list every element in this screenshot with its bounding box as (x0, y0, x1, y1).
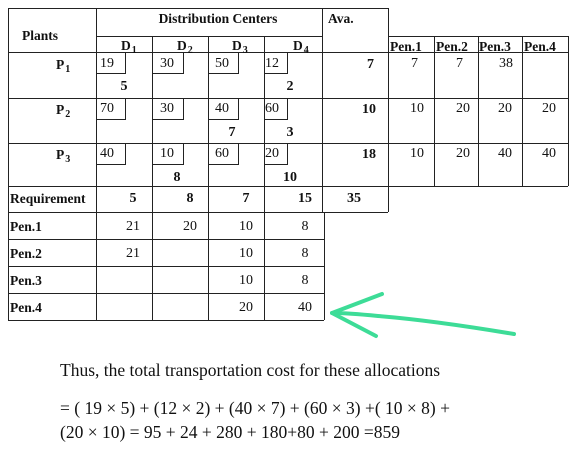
col-penalty-cell: 10 (239, 273, 253, 288)
pen-header-2: Pen.2 (436, 39, 468, 54)
cost-cell: 60 (265, 101, 279, 116)
row-penalty-cell: 7 (456, 56, 463, 71)
requirement-cell: 8 (186, 191, 194, 206)
formula-line-3: (20 × 10) = 95 + 24 + 280 + 180+80 + 200 =859 (60, 422, 400, 442)
allocation-cell: 3 (286, 125, 294, 140)
col-penalty-label: Pen.1 (10, 219, 42, 234)
requirement-total: 35 (347, 191, 361, 206)
pen-header-1: Pen.1 (390, 39, 422, 54)
row-penalty-cell: 7 (411, 56, 418, 71)
available-cell: 18 (362, 147, 376, 162)
formula-line-2: = ( 19 × 5) + (12 × 2) + (40 × 7) + (60 × 3) +( 10 × 8) + (60, 398, 450, 418)
row-penalty-cell: 20 (456, 146, 470, 161)
row-penalty-cell: 40 (498, 146, 512, 161)
plant-label-p3: $P_3$ (56, 147, 71, 165)
cost-cell: 30 (160, 56, 174, 71)
col-penalty-label: Pen.2 (10, 246, 42, 261)
row-penalty-cell: 38 (499, 56, 513, 71)
dc-header-d2: $D_2$ (177, 38, 193, 56)
dc-header-d3: $D_3$ (232, 38, 248, 56)
cost-cell: 60 (215, 146, 229, 161)
plant-label-p1: $P_1$ (56, 57, 71, 75)
plants-header: Plants (22, 28, 59, 43)
requirement-label: Requirement (10, 191, 86, 206)
allocation-cell: 8 (173, 170, 181, 185)
row-penalty-cell: 40 (542, 146, 556, 161)
col-penalty-cell: 21 (126, 219, 140, 234)
cost-cell: 10 (160, 146, 174, 161)
allocation-cell: 2 (286, 79, 294, 94)
conclusion-line-1: Thus, the total transportation cost for these allocations (60, 360, 441, 380)
allocation-cell: 10 (283, 170, 297, 185)
row-penalty-cell: 20 (456, 101, 470, 116)
cost-cell: 40 (100, 146, 114, 161)
col-penalty-cell: 20 (239, 300, 253, 315)
cost-cell: 19 (100, 56, 114, 71)
pen-header-3: Pen.3 (479, 39, 511, 54)
plant-label-p2: $P_2$ (56, 102, 71, 120)
highlight-arrow-icon (318, 286, 522, 342)
requirement-cell: 7 (242, 191, 250, 206)
row-penalty-cell: 10 (410, 146, 424, 161)
requirement-cell: 5 (129, 191, 137, 206)
pen-header-4: Pen.4 (524, 39, 556, 54)
row-penalty-cell: 20 (498, 101, 512, 116)
cost-cell: 30 (160, 101, 174, 116)
col-penalty-cell: 8 (301, 219, 309, 234)
available-cell: 10 (362, 102, 376, 117)
available-cell: 7 (367, 57, 374, 72)
allocation-cell: 5 (120, 79, 128, 94)
col-penalty-cell: 20 (183, 219, 197, 234)
dc-header-d4: $D_4$ (293, 38, 309, 56)
cost-cell: 20 (265, 146, 279, 161)
allocation-cell: 7 (228, 125, 236, 140)
row-penalty-cell: 10 (410, 101, 424, 116)
col-penalty-label: Pen.3 (10, 273, 42, 288)
col-penalty-cell: 21 (126, 246, 140, 261)
col-penalty-cell: 40 (298, 300, 312, 315)
distribution-centers-header: Distribution Centers (158, 11, 278, 26)
col-penalty-cell: 8 (301, 246, 309, 261)
col-penalty-label: Pen.4 (10, 300, 42, 315)
cost-cell: 40 (215, 101, 229, 116)
dc-header-d1: $D_1$ (121, 38, 137, 56)
row-penalty-cell: 20 (542, 101, 556, 116)
cost-cell: 50 (215, 56, 229, 71)
available-header: Ava. (328, 11, 354, 26)
cost-cell: 12 (265, 56, 279, 71)
col-penalty-cell: 10 (239, 246, 253, 261)
requirement-cell: 15 (298, 191, 312, 206)
col-penalty-cell: 8 (301, 273, 309, 288)
col-penalty-cell: 10 (239, 219, 253, 234)
cost-cell: 70 (100, 101, 114, 116)
